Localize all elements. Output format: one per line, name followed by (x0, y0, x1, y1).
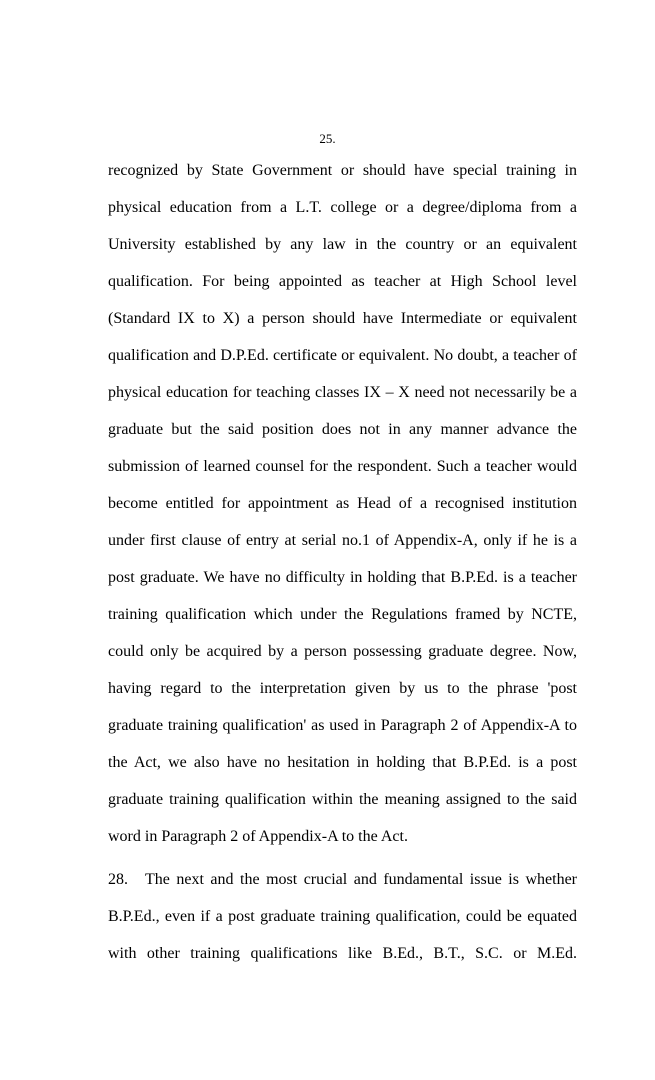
paragraph-line: under first clause of entry at serial no.1 of Appendix-A, only if he is a (108, 532, 577, 549)
paragraph-line-text: The next and the most crucial and fundamental issue is whether (145, 871, 577, 888)
paragraph-line: qualification and D.P.Ed. certificate or equivalent. No doubt, a teacher of (108, 347, 577, 364)
paragraph-line: graduate but the said position does not in any manner advance the (108, 421, 577, 438)
paragraph-line: graduate training qualification' as used in Paragraph 2 of Appendix-A to (108, 717, 577, 734)
paragraph-line: become entitled for appointment as Head of a recognised institution (108, 495, 577, 512)
paragraph-line: having regard to the interpretation given by us to the phrase 'post (108, 680, 577, 697)
paragraph-line: University established by any law in the country or an equivalent (108, 236, 577, 253)
paragraph-line: could only be acquired by a person possessing graduate degree. Now, (108, 643, 577, 660)
paragraph-line: qualification. For being appointed as teacher at High School level (108, 273, 577, 290)
paragraph-line: training qualification which under the Regulations framed by NCTE, (108, 606, 577, 623)
paragraph-line: word in Paragraph 2 of Appendix-A to the Act. (108, 828, 408, 845)
page-number: 25. (319, 131, 336, 146)
paragraph-line: B.P.Ed., even if a post graduate training qualification, could be equated (108, 908, 577, 925)
paragraph-line: physical education from a L.T. college or a degree/diploma from a (108, 199, 577, 216)
paragraph-line: physical education for teaching classes IX – X need not necessarily be a (108, 384, 577, 401)
paragraph-line: graduate training qualification within the meaning assigned to the said (108, 791, 577, 808)
paragraph-number: 28. (108, 871, 128, 888)
paragraph-line: (Standard IX to X) a person should have Intermediate or equivalent (108, 310, 577, 327)
paragraph-line: with other training qualifications like B.Ed., B.T., S.C. or M.Ed. (108, 945, 577, 962)
paragraph-line: submission of learned counsel for the respondent. Such a teacher would (108, 458, 577, 475)
paragraph-line: recognized by State Government or should have special training in (108, 162, 577, 179)
paragraph-28 (108, 870, 577, 981)
paragraph-first-line (108, 870, 577, 907)
paragraph-continued (108, 161, 577, 864)
paragraph-line: the Act, we also have no hesitation in holding that B.P.Ed. is a post (108, 754, 577, 771)
paragraph-line: post graduate. We have no difficulty in holding that B.P.Ed. is a teacher (108, 569, 577, 586)
